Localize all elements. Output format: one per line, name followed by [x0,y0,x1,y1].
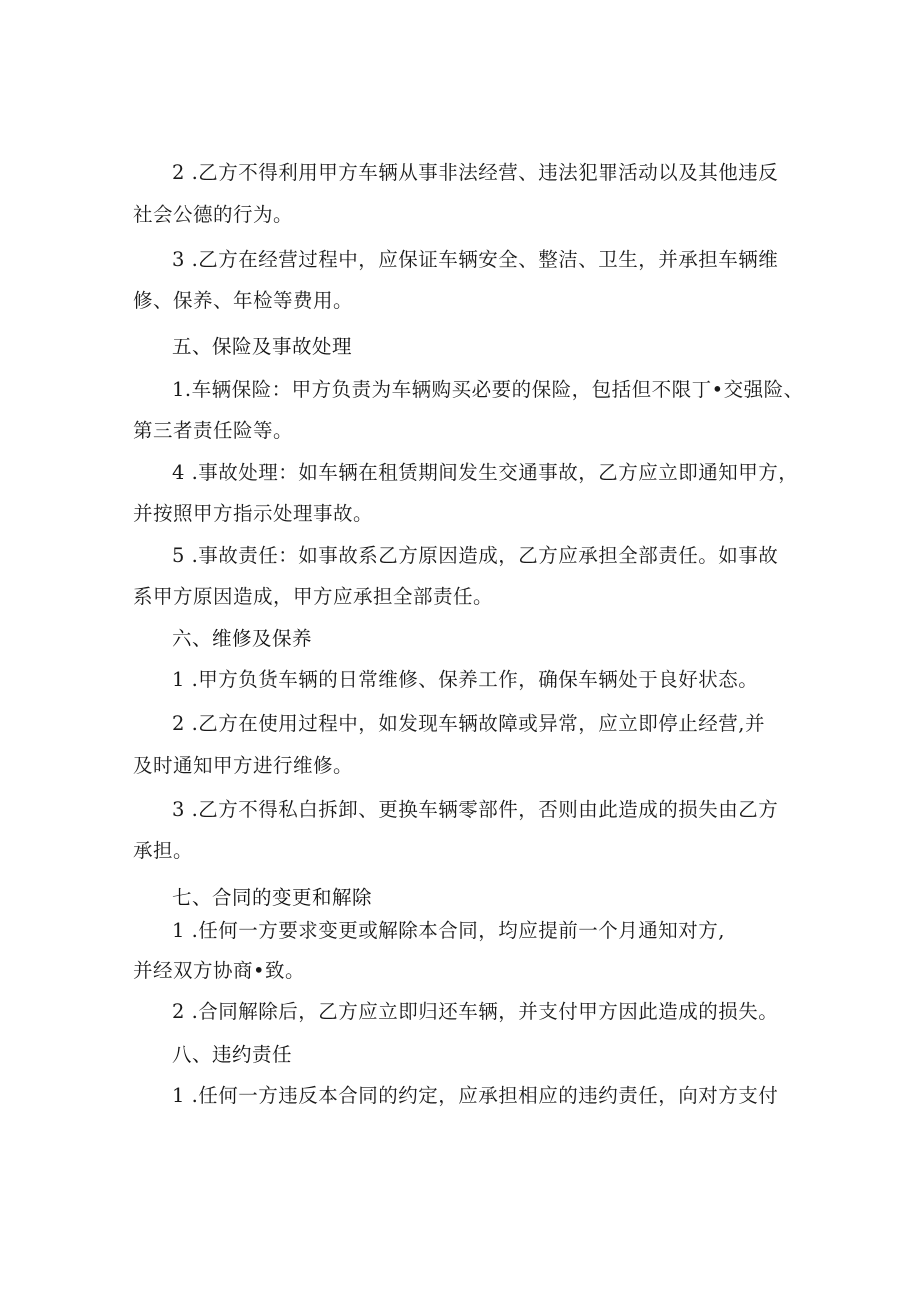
clause-text: 1.车辆保险：甲方负责为车辆购买必要的保险，包括但不限丁•交强险、 [172,378,804,401]
clause-text: 及时通知甲方进行维修。 [133,754,354,777]
clause-text: 3 .乙方不得私白拆卸、更换车辆零部件，否则由此造成的损失由乙方 [172,798,779,821]
section-heading-6: 六、维修及保养 [172,627,313,650]
clause-text: 5 .事故责任：如事故系乙方原因造成，乙方应承担全部责任。如事故 [172,544,779,567]
clause-text: 2 .乙方在使用过程中，如发现车辆故障或异常，应立即停止经营,并 [172,712,766,735]
clause-text: 承担。 [133,839,194,862]
clause-text: 社会公德的行为。 [133,203,294,226]
clause-text: 并经双方协商•致。 [133,959,306,982]
clause-text: 并按照甲方指示处理事故。 [133,502,374,525]
section-heading-7: 七、合同的变更和解除 [172,886,373,909]
clause-text: 3 .乙方在经营过程中，应保证车辆安全、整洁、卫生，并承担车辆维 [172,248,779,271]
clause-text: 第三者责任险等。 [133,419,294,442]
clause-text: 2 .乙方不得利用甲方车辆从事非法经营、违法犯罪活动以及其他违反 [172,161,779,184]
clause-text: 4 .事故处理：如车辆在租赁期间发生交通事故，乙方应立即通知甲方， [172,461,799,484]
clause-text: 1 .任何一方要求变更或解除本合同，均应提前一个月通知对方, [172,919,726,942]
clause-text: 修、保养、年检等费用。 [133,289,354,312]
section-heading-5: 五、保险及事故处理 [172,335,353,358]
clause-text: 1 .任何一方违反本合同的约定，应承担相应的违约责任，向对方支付 [172,1084,779,1107]
section-heading-8: 八、违约责任 [172,1043,293,1066]
clause-text: 2 .合同解除后，乙方应立即归还车辆，并支付甲方因此造成的损失。 [172,1000,779,1023]
clause-text: 系甲方原因造成，甲方应承担全部责任。 [133,585,494,608]
clause-text: 1 .甲方负货车辆的日常维修、保养工作，确保车辆处于良好状态。 [172,668,759,691]
